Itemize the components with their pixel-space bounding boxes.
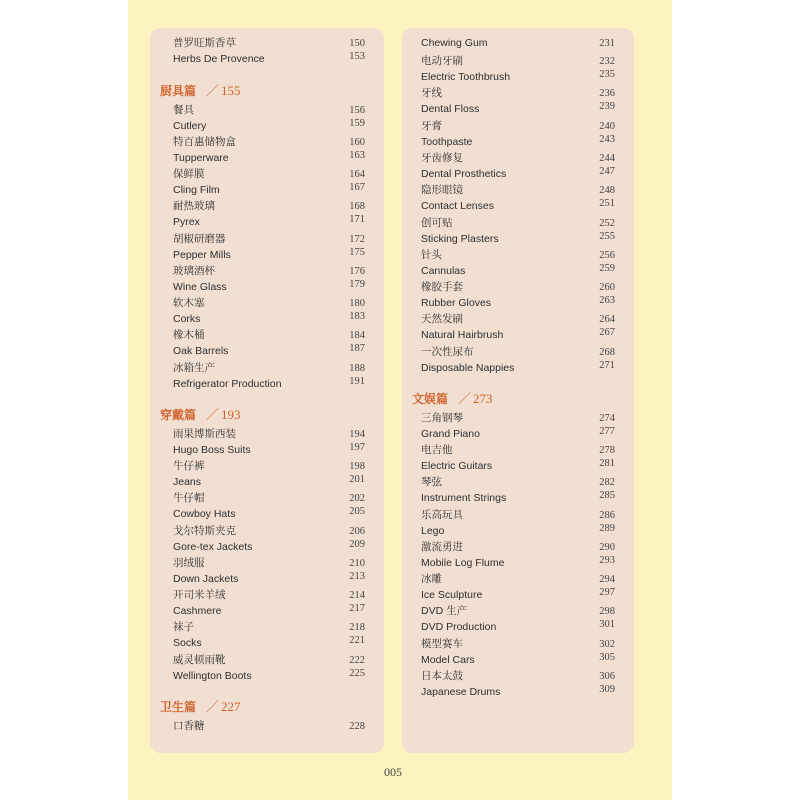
entry-page-zh: 248 xyxy=(599,185,615,196)
entry-page-en: 191 xyxy=(349,376,365,387)
entry-title-en: Tupperware xyxy=(173,152,229,164)
entry-title-en: Ice Sculpture xyxy=(421,589,483,601)
entry-page-zh: 282 xyxy=(599,477,615,488)
toc-entry[interactable] xyxy=(421,55,615,87)
entry-title-zh: 琴弦 xyxy=(421,476,442,488)
section-heading-clothing[interactable] xyxy=(160,404,241,424)
entry-page-en: 301 xyxy=(599,619,615,630)
entry-page-en: 159 xyxy=(349,118,365,129)
entry-page-en: 163 xyxy=(349,150,365,161)
entry-page-zh: 228 xyxy=(349,721,365,732)
entry-title-en: Chewing Gum xyxy=(421,37,488,49)
entry-title-zh: 橡木桶 xyxy=(173,329,205,341)
toc-entry[interactable] xyxy=(173,168,365,200)
entry-title-en: Dental Prosthetics xyxy=(421,168,507,180)
entry-page-zh: 232 xyxy=(599,56,615,67)
entry-page-en: 259 xyxy=(599,263,615,274)
entry-title-zh: 一次性尿布 xyxy=(421,346,474,358)
entry-page-zh: 222 xyxy=(349,655,365,666)
entry-title-zh: 针头 xyxy=(421,249,442,261)
entry-page-zh: 156 xyxy=(349,105,365,116)
entry-page-zh: 256 xyxy=(599,250,615,261)
entry-title-en: Wellington Boots xyxy=(173,670,252,682)
entry-title-zh: 牙齿修复 xyxy=(421,152,463,164)
entry-page-en: 179 xyxy=(349,279,365,290)
entry-title-zh: 乐高玩具 xyxy=(421,509,463,521)
entry-title-en: Cutlery xyxy=(173,120,207,132)
section-heading-hygiene[interactable] xyxy=(160,696,241,716)
entry-title-en: Cashmere xyxy=(173,605,222,617)
entry-page-zh: 164 xyxy=(349,169,365,180)
section-page: 155 xyxy=(221,83,241,98)
entry-page-en: 153 xyxy=(349,51,365,62)
entry-title-en: Electric Toothbrush xyxy=(421,71,511,83)
toc-entry[interactable] xyxy=(173,492,365,524)
entry-title-en: Wine Glass xyxy=(173,281,227,293)
entry-title-zh: 耐热玻璃 xyxy=(173,200,215,212)
entry-page-zh: 202 xyxy=(349,493,365,504)
toc-entry[interactable] xyxy=(421,249,615,281)
entry-title-en: Socks xyxy=(173,637,202,649)
entry-page-en: 175 xyxy=(349,247,365,258)
toc-entry[interactable] xyxy=(421,346,615,378)
entry-page-en: 167 xyxy=(349,182,365,193)
entry-page-en: 297 xyxy=(599,587,615,598)
entry-page-en: 225 xyxy=(349,668,365,679)
entry-page-zh: 274 xyxy=(599,413,615,424)
entry-title-en: Instrument Strings xyxy=(421,492,507,504)
entry-page-zh: 264 xyxy=(599,314,615,325)
entry-title-en: Refrigerator Production xyxy=(173,378,282,390)
entry-page-en: 293 xyxy=(599,555,615,566)
entry-page-en: 255 xyxy=(599,231,615,242)
entry-title-en: Rubber Gloves xyxy=(421,297,492,309)
entry-page-zh: 302 xyxy=(599,639,615,650)
entry-title-en: Pyrex xyxy=(173,216,200,228)
entry-title-en: Electric Guitars xyxy=(421,460,493,472)
entry-title-zh: 模型赛车 xyxy=(421,638,463,650)
entry-title-zh: 袜子 xyxy=(173,621,194,633)
toc-entry[interactable] xyxy=(173,460,365,492)
toc-entry[interactable] xyxy=(173,265,365,297)
section-slash: ／ xyxy=(206,699,220,714)
toc-entry[interactable] xyxy=(421,412,615,444)
entry-page-en: 183 xyxy=(349,311,365,322)
toc-entry[interactable] xyxy=(421,444,615,476)
toc-entry[interactable] xyxy=(421,184,615,216)
entry-page-zh: 260 xyxy=(599,282,615,293)
entry-title-en: Grand Piano xyxy=(421,428,480,440)
entry-title-zh: 橡胶手套 xyxy=(421,281,463,293)
entry-page-en: 197 xyxy=(349,442,365,453)
entry-page-zh: 180 xyxy=(349,298,365,309)
entry-page-en: 221 xyxy=(349,635,365,646)
entry-title-zh: 雨果博斯西装 xyxy=(173,428,236,440)
toc-entry[interactable] xyxy=(421,87,615,119)
entry-title-en: Natural Hairbrush xyxy=(421,329,504,341)
entry-page-en: 187 xyxy=(349,343,365,354)
entry-title-zh: 牙膏 xyxy=(421,120,442,132)
entry-title-en: Disposable Nappies xyxy=(421,362,515,374)
entry-page-zh: 236 xyxy=(599,88,615,99)
entry-page-en: 213 xyxy=(349,571,365,582)
toc-entry[interactable] xyxy=(173,720,365,736)
section-heading-entertainment[interactable] xyxy=(412,388,493,408)
entry-page-zh: 176 xyxy=(349,266,365,277)
entry-page-en: 271 xyxy=(599,360,615,371)
entry-page-en: 251 xyxy=(599,198,615,209)
entry-page-zh: 306 xyxy=(599,671,615,682)
toc-entry[interactable] xyxy=(421,281,615,313)
entry-page-zh: 218 xyxy=(349,622,365,633)
entry-title-zh: 电动牙刷 xyxy=(421,55,463,67)
entry-title-en: Dental Floss xyxy=(421,103,480,115)
entry-title-zh: 玻璃酒杯 xyxy=(173,265,215,277)
entry-page-en: 243 xyxy=(599,134,615,145)
entry-page-zh: 268 xyxy=(599,347,615,358)
entry-page-en: 235 xyxy=(599,69,615,80)
toc-entry[interactable] xyxy=(421,37,615,53)
entry-title-zh: 电吉他 xyxy=(421,444,453,456)
section-slash: ／ xyxy=(206,407,220,422)
toc-entry[interactable] xyxy=(173,297,365,329)
entry-title-zh: 胡椒研磨器 xyxy=(173,233,226,245)
section-title: 卫生篇 xyxy=(160,700,197,714)
section-page: 273 xyxy=(473,391,493,406)
entry-title-en: Japanese Drums xyxy=(421,686,501,698)
entry-title-zh: 威灵顿雨靴 xyxy=(173,654,226,666)
section-title: 穿戴篇 xyxy=(160,408,197,422)
entry-page-zh: 198 xyxy=(349,461,365,472)
toc-entry[interactable] xyxy=(173,233,365,265)
entry-title-zh: 天然发刷 xyxy=(421,313,463,325)
entry-title-zh: 牛仔裤 xyxy=(173,460,205,472)
entry-title-zh: 软木塞 xyxy=(173,297,205,309)
toc-entry[interactable] xyxy=(173,428,365,460)
toc-entry[interactable] xyxy=(173,136,365,168)
entry-title-en: DVD Production xyxy=(421,621,497,633)
entry-title-en: Model Cars xyxy=(421,654,475,666)
entry-title-en: Hugo Boss Suits xyxy=(173,444,251,456)
entry-page-zh: 294 xyxy=(599,574,615,585)
entry-page-zh: 278 xyxy=(599,445,615,456)
toc-left-panel xyxy=(150,28,384,753)
entry-page-en: 171 xyxy=(349,214,365,225)
toc-entry[interactable] xyxy=(173,362,365,394)
entry-title-zh: 激流勇进 xyxy=(421,541,463,553)
section-heading-kitchenware[interactable] xyxy=(160,80,241,100)
entry-page-zh: 298 xyxy=(599,606,615,617)
entry-page-en: 231 xyxy=(599,38,615,49)
entry-title-zh: 三角钢琴 xyxy=(421,412,463,424)
entry-page-zh: 168 xyxy=(349,201,365,212)
toc-entry[interactable] xyxy=(421,541,615,573)
entry-title-en: Jeans xyxy=(173,476,202,488)
toc-entry[interactable] xyxy=(421,509,615,541)
entry-page-en: 217 xyxy=(349,603,365,614)
entry-page-zh: 240 xyxy=(599,121,615,132)
toc-entry[interactable] xyxy=(173,589,365,621)
entry-page-zh: 184 xyxy=(349,330,365,341)
entry-page-en: 239 xyxy=(599,101,615,112)
toc-entry[interactable] xyxy=(173,200,365,232)
section-slash: ／ xyxy=(206,83,220,98)
toc-entry[interactable] xyxy=(421,476,615,508)
section-slash: ／ xyxy=(458,391,472,406)
entry-title-en: Toothpaste xyxy=(421,136,473,148)
section-page: 227 xyxy=(221,699,241,714)
entry-page-zh: 194 xyxy=(349,429,365,440)
entry-page-zh: 290 xyxy=(599,542,615,553)
entry-page-en: 305 xyxy=(599,652,615,663)
entry-page-en: 247 xyxy=(599,166,615,177)
entry-page-zh: 188 xyxy=(349,363,365,374)
entry-page-zh: 244 xyxy=(599,153,615,164)
entry-title-zh: 保鲜膜 xyxy=(173,168,205,180)
section-title: 厨具篇 xyxy=(160,84,197,98)
entry-page-en: 277 xyxy=(599,426,615,437)
entry-title-zh: 牙线 xyxy=(421,87,442,99)
entry-page-zh: 252 xyxy=(599,218,615,229)
entry-page-en: 281 xyxy=(599,458,615,469)
toc-entry[interactable] xyxy=(421,120,615,152)
entry-title-en: Cowboy Hats xyxy=(173,508,236,520)
entry-page-en: 267 xyxy=(599,327,615,338)
entry-title-en: Mobile Log Flume xyxy=(421,557,505,569)
entry-page-en: 201 xyxy=(349,474,365,485)
entry-title-zh: 戈尔特斯夹克 xyxy=(173,525,236,537)
toc-entry[interactable] xyxy=(421,573,615,605)
entry-title-zh: 日本太鼓 xyxy=(421,670,463,682)
entry-title-zh: 开司米羊绒 xyxy=(173,589,226,601)
toc-entry[interactable] xyxy=(421,313,615,345)
entry-title-zh: 牛仔帽 xyxy=(173,492,205,504)
entry-page-en: 309 xyxy=(599,684,615,695)
entry-page-zh: 210 xyxy=(349,558,365,569)
toc-entry[interactable] xyxy=(421,152,615,184)
entry-title-en: Herbs De Provence xyxy=(173,53,265,65)
toc-entry[interactable] xyxy=(421,605,615,637)
entry-title-en: Corks xyxy=(173,313,201,325)
entry-title-zh: 特百惠储物盒 xyxy=(173,136,236,148)
entry-page-en: 289 xyxy=(599,523,615,534)
entry-title-zh: 冰箱生产 xyxy=(173,362,215,374)
page-number: 005 xyxy=(384,765,402,779)
toc-entry[interactable] xyxy=(173,621,365,653)
entry-title-en: Sticking Plasters xyxy=(421,233,499,245)
entry-page-en: 263 xyxy=(599,295,615,306)
entry-title-en: Oak Barrels xyxy=(173,345,229,357)
toc-entry[interactable] xyxy=(421,217,615,249)
entry-page-zh: 172 xyxy=(349,234,365,245)
entry-title-zh: 口香糖 xyxy=(173,720,205,732)
toc-entry[interactable] xyxy=(173,525,365,557)
entry-page-en: 205 xyxy=(349,506,365,517)
section-title: 文娱篇 xyxy=(412,392,449,406)
toc-entry[interactable] xyxy=(173,654,365,686)
toc-entry[interactable] xyxy=(173,104,365,136)
entry-title-zh: 隐形眼镜 xyxy=(421,184,463,196)
entry-title-zh: 创可贴 xyxy=(421,217,453,229)
entry-title-zh: 餐具 xyxy=(173,104,194,116)
toc-entry[interactable] xyxy=(173,329,365,361)
entry-title-zh: 冰雕 xyxy=(421,573,442,585)
entry-title-en: Cling Film xyxy=(173,184,220,196)
entry-page-zh: 286 xyxy=(599,510,615,521)
entry-title-zh: DVD 生产 xyxy=(421,605,468,617)
entry-title-zh: 普罗旺斯香草 xyxy=(173,37,236,49)
entry-title-en: Pepper Mills xyxy=(173,249,231,261)
entry-page-zh: 206 xyxy=(349,526,365,537)
entry-page-en: 209 xyxy=(349,539,365,550)
toc-entry[interactable] xyxy=(421,670,615,702)
entry-page-en: 285 xyxy=(599,490,615,501)
toc-entry[interactable] xyxy=(421,638,615,670)
entry-title-en: Gore-tex Jackets xyxy=(173,541,253,553)
entry-title-en: Cannulas xyxy=(421,265,466,277)
entry-title-zh: 羽绒服 xyxy=(173,557,205,569)
toc-entry[interactable] xyxy=(173,557,365,589)
toc-entry[interactable] xyxy=(173,37,365,69)
entry-page-zh: 214 xyxy=(349,590,365,601)
entry-title-en: Lego xyxy=(421,525,445,537)
section-page: 193 xyxy=(221,407,241,422)
entry-title-en: Contact Lenses xyxy=(421,200,494,212)
entry-title-en: Down Jackets xyxy=(173,573,239,585)
entry-page-zh: 150 xyxy=(349,38,365,49)
entry-page-zh: 160 xyxy=(349,137,365,148)
toc-right-panel xyxy=(402,28,634,753)
